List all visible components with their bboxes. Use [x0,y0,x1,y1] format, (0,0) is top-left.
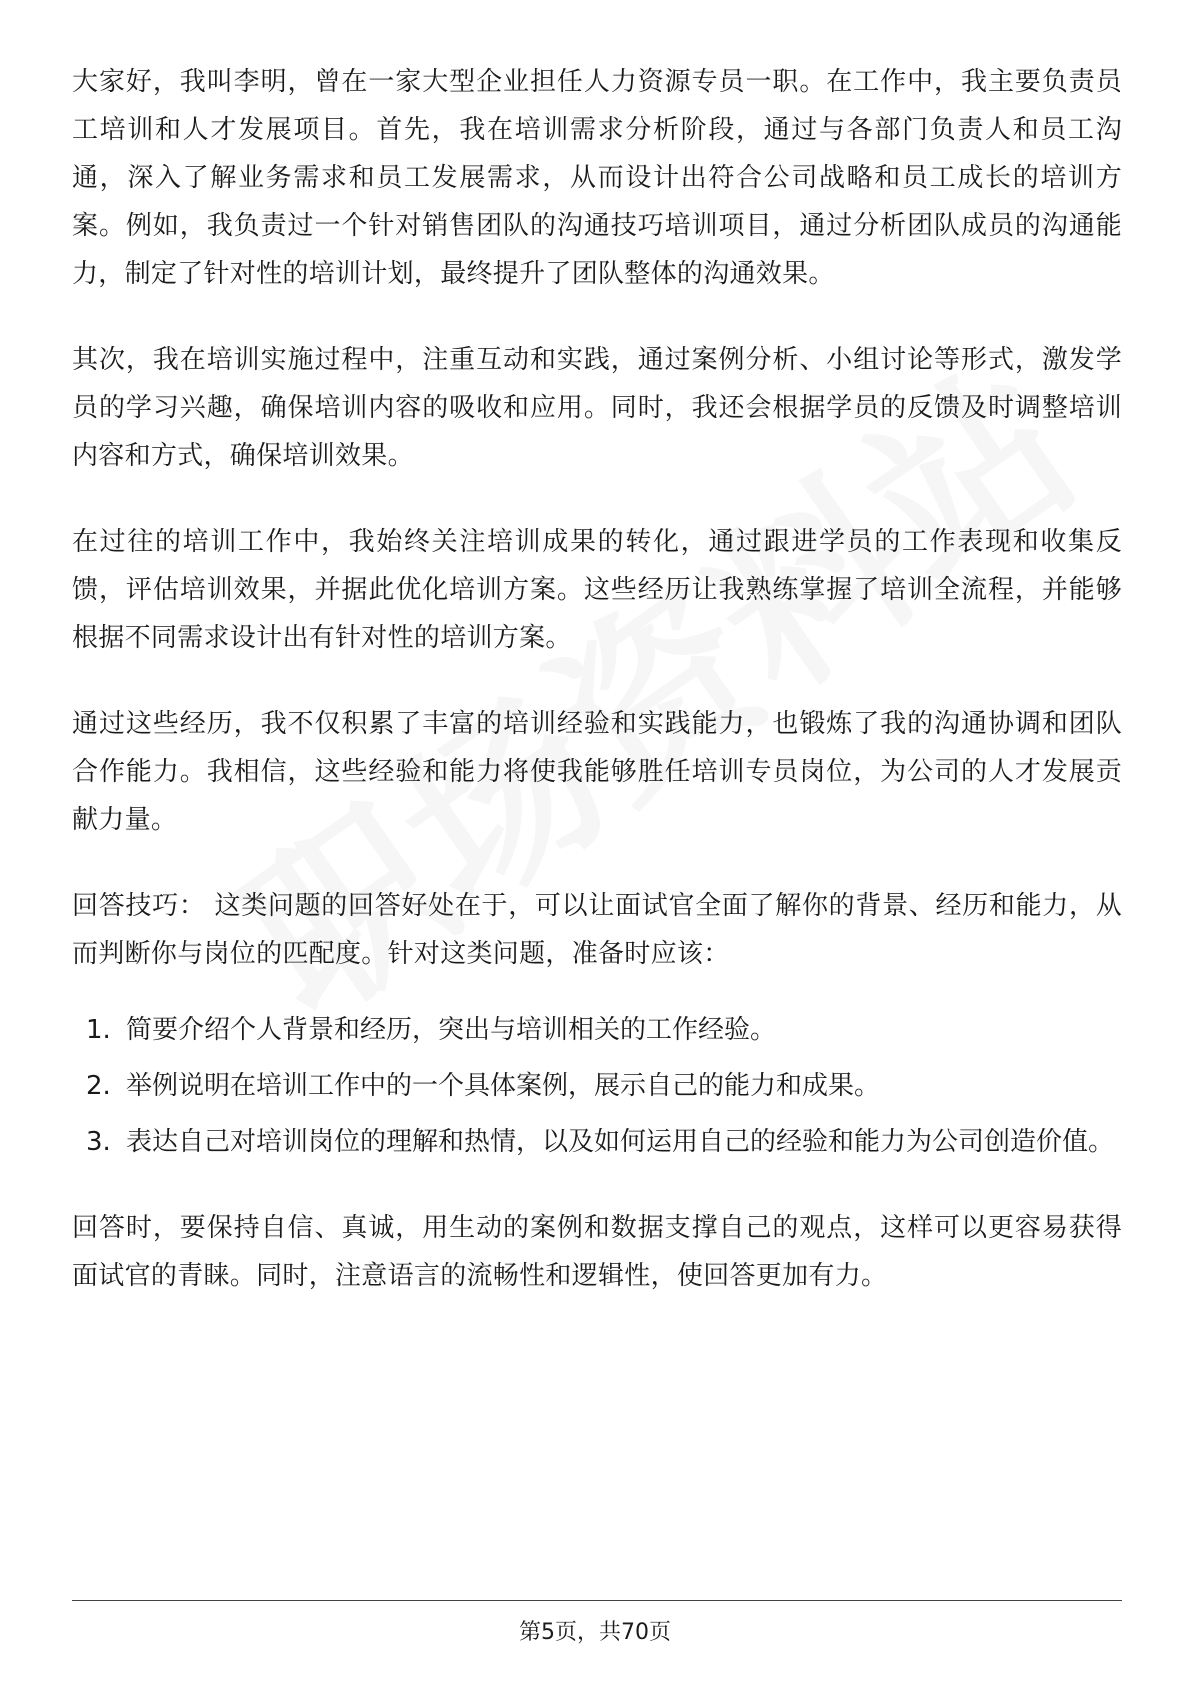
answer-tips-paragraph: 回答技巧： 这类问题的回答好处在于，可以让面试官全面了解你的背景、经历和能力，从而判断你与岗位的匹配度。针对这类问题，准备时应该： [72,891,1122,969]
list-item [72,1006,1122,1054]
list-item-text: 简要介绍个人背景和经历，突出与培训相关的工作经验。 [126,1015,777,1045]
list-item [72,1062,1122,1110]
page-number: 第5页，共70页 [519,1620,671,1645]
results-paragraph: 在过往的培训工作中，我始终关注培训成果的转化，通过跟进学员的工作表现和收集反馈，评估培训效果，并据此优化培训方案。这些经历让我熟练掌握了培训全流程，并能够根据不同需求设计出有针对性的培训方案。 [72,527,1122,653]
list-item-number: 3. [86,1127,111,1157]
list-item [72,1118,1122,1166]
list-item-text: 举例说明在培训工作中的一个具体案例，展示自己的能力和成果。 [126,1071,881,1101]
list-item-number: 1. [86,1015,111,1045]
page-content [72,58,1122,1338]
summary-paragraph: 通过这些经历，我不仅积累了丰富的培训经验和实践能力，也锻炼了我的沟通协调和团队合作能力。我相信，这些经验和能力将使我能够胜任培训专员岗位，为公司的人才发展贡献力量。 [72,709,1122,835]
list-item-number: 2. [86,1071,111,1101]
footer-divider [72,1600,1122,1601]
closing-paragraph: 回答时，要保持自信、真诚，用生动的案例和数据支撑自己的观点，这样可以更容易获得面试官的青睐。同时，注意语言的流畅性和逻辑性，使回答更加有力。 [72,1213,1122,1291]
tips-list [72,1006,1122,1166]
implementation-paragraph: 其次，我在培训实施过程中，注重互动和实践，通过案例分析、小组讨论等形式，激发学员的学习兴趣，确保培训内容的吸收和应用。同时，我还会根据学员的反馈及时调整培训内容和方式，确保培训效果。 [72,345,1122,471]
intro-paragraph: 大家好，我叫李明，曾在一家大型企业担任人力资源专员一职。在工作中，我主要负责员工培训和人才发展项目。首先，我在培训需求分析阶段，通过与各部门负责人和员工沟通，深入了解业务需求和员工发展需求，从而设计出符合公司战略和员工成长的培训方案。例如，我负责过一个针对销售团队的沟通技巧培训项目，通过分析团队成员的沟通能力，制定了针对性的培训计划，最终提升了团队整体的沟通效果。 [72,67,1122,289]
list-item-text: 表达自己对培训岗位的理解和热情，以及如何运用自己的经验和能力为公司创造价值。 [126,1127,1115,1157]
